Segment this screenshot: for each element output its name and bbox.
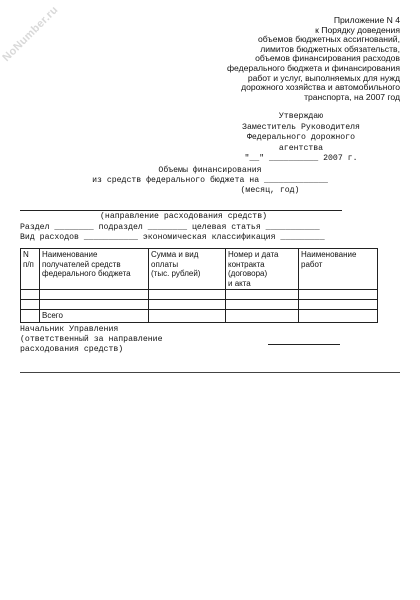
financing-title [60, 166, 360, 195]
footer-line: (ответственный за направление [20, 334, 163, 344]
approval-line: Федерального дорожного [246, 133, 356, 142]
table-cell[interactable] [226, 300, 299, 310]
appendix-header [170, 16, 400, 102]
appendix-line: объемов финансирования расходов [255, 53, 400, 64]
table-cell[interactable] [21, 300, 40, 310]
approval-line: Заместитель Руководителя [242, 122, 360, 132]
footer-line: расходования средств) [20, 344, 124, 354]
financing-line: из средств федерального бюджета на _____________ [92, 175, 328, 185]
table-cell[interactable] [149, 300, 226, 310]
total-label: Всего [40, 310, 149, 323]
footer-signature [20, 325, 220, 354]
approval-line: агентства [278, 143, 324, 153]
financing-line: Объемы финансирования [158, 166, 262, 175]
appendix-line: федерального бюджета и финансирования [226, 62, 400, 73]
appendix-line: дорожного хозяйства и автомобильного [241, 82, 400, 93]
classification-row-1: Раздел ________ подраздел ________ целевая статья ___________ [20, 223, 320, 232]
table-row [21, 300, 378, 310]
header-works: Наименование работ [299, 249, 378, 290]
table-cell[interactable] [299, 300, 378, 310]
table-cell[interactable] [149, 290, 226, 300]
direction-line [20, 210, 342, 211]
table-cell[interactable] [226, 290, 299, 300]
table-total-row [21, 310, 378, 323]
approval-line: Утверждаю [278, 112, 324, 121]
table-cell[interactable] [21, 290, 40, 300]
header-contract: Номер и дата контракта (договора) и акта [226, 249, 299, 290]
header-recipients: Наименование получателей средств федерального бюджета [40, 249, 149, 290]
table-cell[interactable] [299, 310, 378, 323]
appendix-line: к Порядку доведения [315, 24, 400, 35]
table-cell[interactable] [21, 310, 40, 323]
appendix-line: объемов бюджетных ассигнований, [257, 34, 400, 45]
header-number: N п/п [21, 249, 40, 290]
direction-caption: (направление расходования средств) [100, 212, 268, 221]
financing-table [20, 248, 378, 323]
financing-period-caption: (месяц, год) [240, 185, 300, 195]
signature-line [268, 344, 340, 345]
table-cell[interactable] [299, 290, 378, 300]
table-cell[interactable] [226, 310, 299, 323]
table-header-row [21, 249, 378, 290]
table-row [21, 290, 378, 300]
classification-row-2: Вид расходов ___________ экономическая классификация _________ [20, 233, 325, 242]
footer-line: Начальник Управления [20, 325, 119, 334]
table-cell[interactable] [40, 290, 149, 300]
approval-date: "__" __________ 2007 г. [244, 154, 358, 163]
bottom-rule [20, 372, 400, 373]
appendix-title: Приложение N 4 [333, 15, 400, 25]
appendix-line: работ и услуг, выполняемых для нужд [247, 72, 400, 83]
watermark: NoNumber.ru [0, 3, 61, 65]
approval-block [226, 112, 376, 165]
table-cell[interactable] [149, 310, 226, 323]
table-cell[interactable] [40, 300, 149, 310]
appendix-line: транспорта, на 2007 год [304, 91, 400, 102]
appendix-line: лимитов бюджетных обязательств, [260, 43, 400, 54]
header-amount: Сумма и вид оплаты (тыс. рублей) [149, 249, 226, 290]
